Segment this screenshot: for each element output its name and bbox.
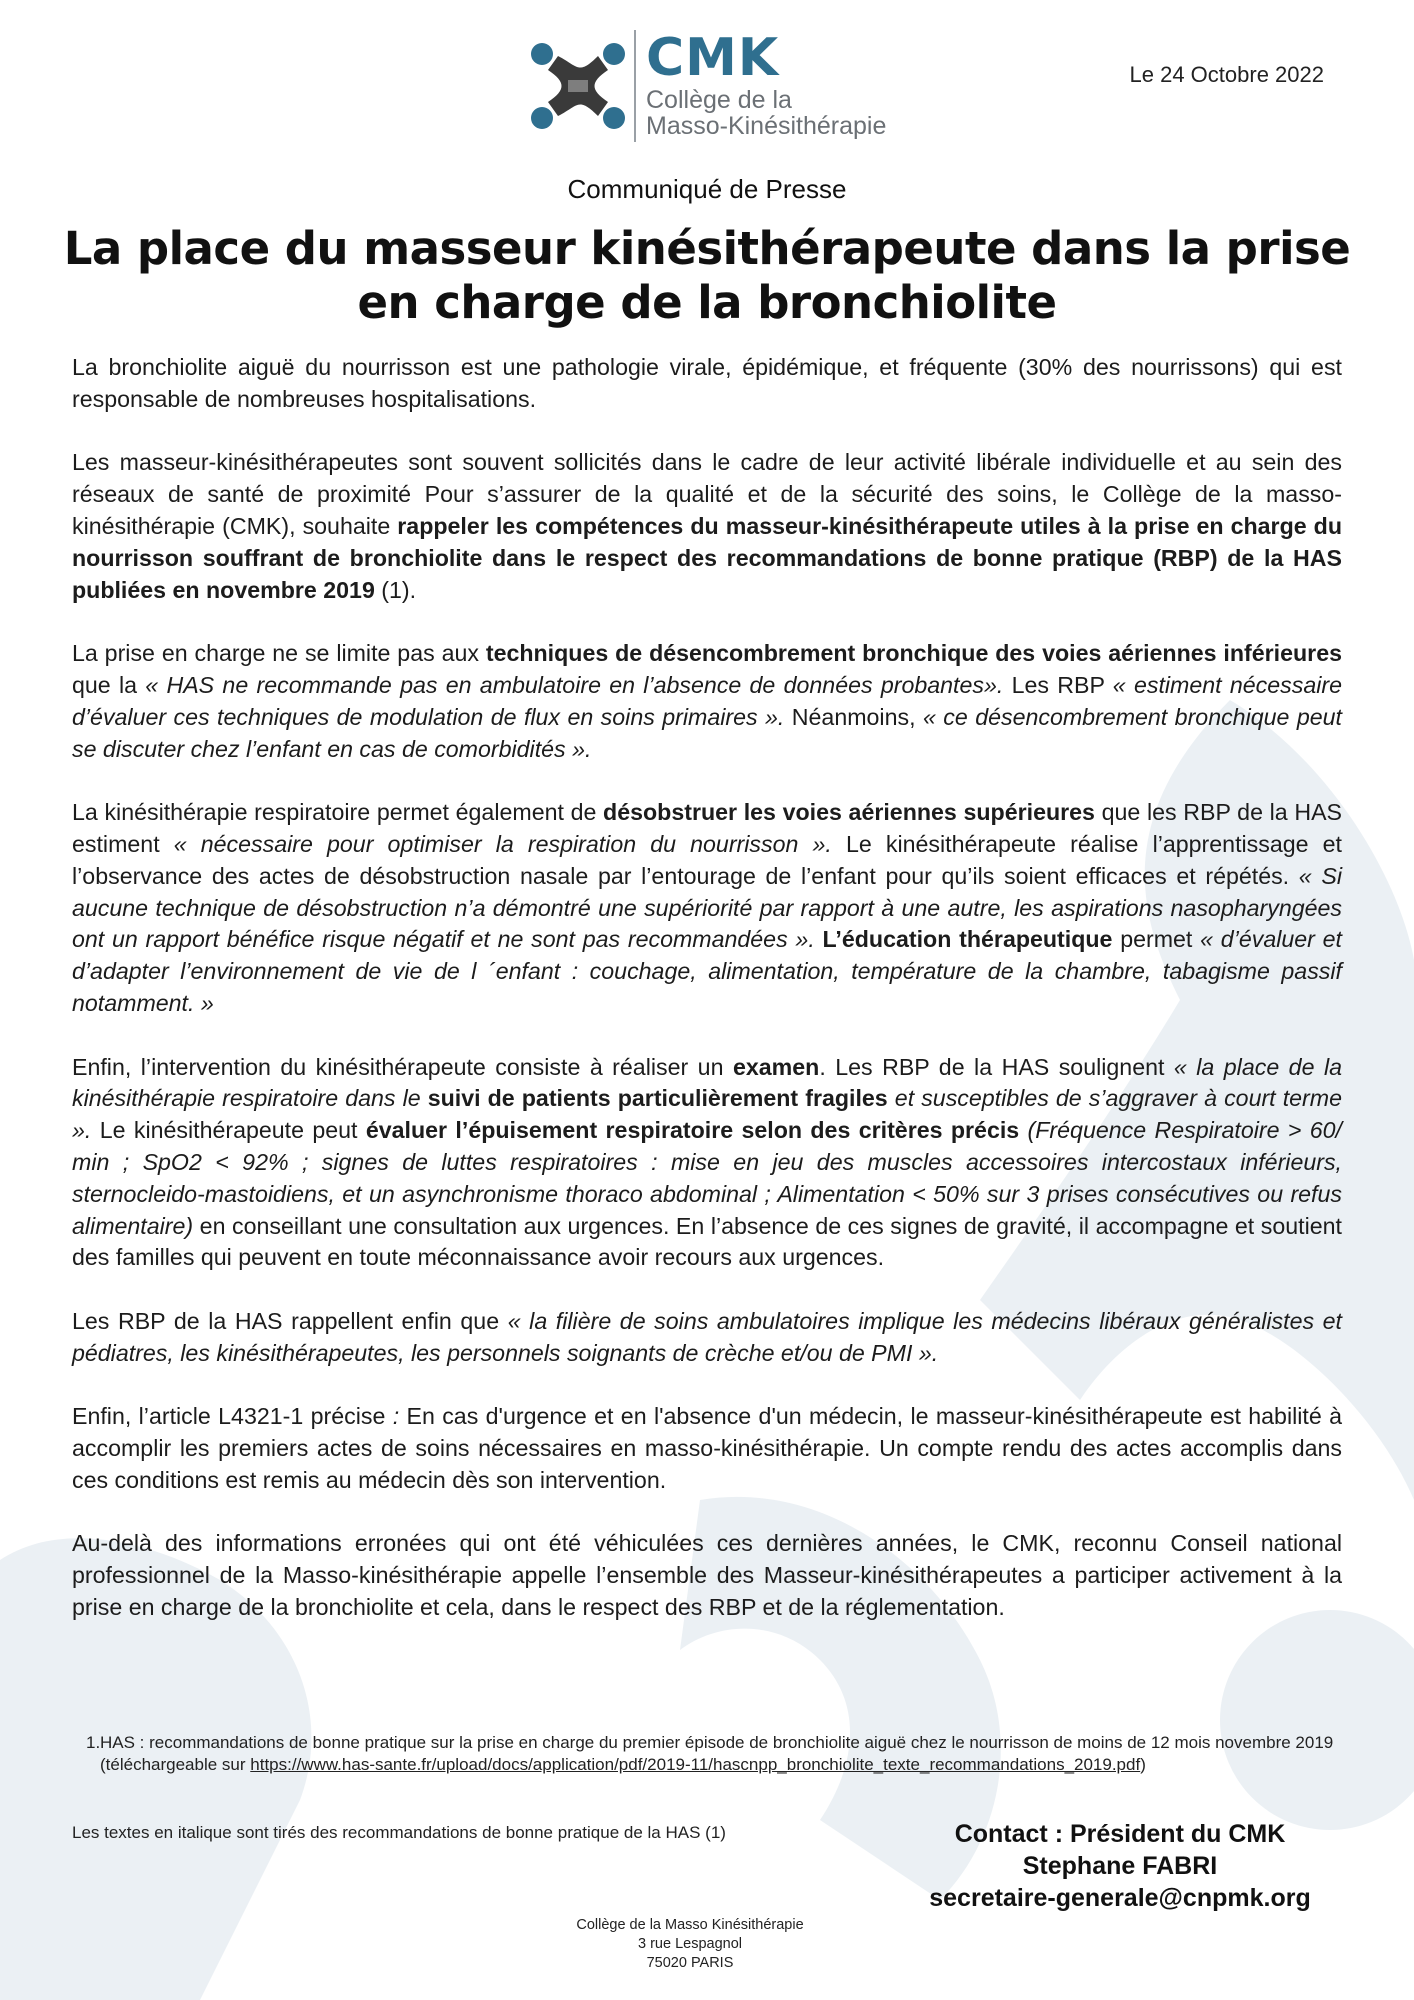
italic-run: :	[392, 1403, 400, 1430]
contact-title: Contact : Président du CMK	[954, 1820, 1286, 1848]
paragraph-2	[72, 447, 1342, 606]
contact-block	[900, 1818, 1340, 1914]
paragraph-7	[72, 1401, 1342, 1496]
text-run: en conseillant une consultation aux urgences. En l’absence de ces signes de gravité, il accompagne et soutient des familles qui peuvent en toute méconnaissance avoir recours aux urgences.	[72, 1212, 1342, 1271]
text-run: En cas d'urgence et en l'absence d'un médecin, le masseur-kinésithérapeute est habilité à accomplir les premiers actes de soins nécessaires en masso-kinésithérapie. Un compte rendu des actes accomplis dans ces conditions est remis au médecin dès son intervention.	[72, 1403, 1342, 1493]
footnote-body: HAS : recommandations de bonne pratique sur la prise en charge du premier épisode de bronchiolite aiguë chez le nourrisson de moins de 12 mois novembre 2019 (téléchargeable sur	[100, 1733, 1334, 1774]
bold-run: examen	[732, 1053, 820, 1080]
bold-run: suivi de patients particulièrement fragiles	[427, 1085, 888, 1112]
logo-subtitle-line1: Collège de la	[646, 86, 792, 114]
bold-run: évaluer l’épuisement respiratoire selon des critères précis	[365, 1117, 1020, 1144]
cmk-logo-mark-icon	[528, 36, 628, 136]
italic-quote: « la filière de soins ambulatoires implique les médecins libéraux généralistes et pédiatres, les kinésithérapeutes, les personnels soignants de crèche et/ou de PMI ».	[72, 1307, 1342, 1366]
contact-name: Stephane FABRI	[1022, 1852, 1218, 1880]
paragraph-1: La bronchiolite aiguë du nourrisson est une pathologie virale, épidémique, et fréquente (30% des nourrissons) qui est responsable de nombreuses hospitalisations.	[72, 354, 1342, 412]
italic-quote: (Fréquence Respiratoire > 60/ min ; SpO2 < 92% ; signes de luttes respiratoires : mise en jeu des muscles accessoires intercostaux inférieurs, sternocleido-mastoidiens, et un asynchronisme thoraco abdominal ; Alimentation < 50% sur 3 prises consécutives ou refus alimentaire)	[72, 1117, 1342, 1239]
address-line2: 3 rue Lespagnol	[638, 1936, 742, 1952]
paragraph-3	[72, 638, 1342, 765]
paragraph-4	[72, 797, 1342, 1020]
footnote	[86, 1732, 1336, 1775]
address-line3: 75020 PARIS	[646, 1955, 734, 1971]
italic-quote: « ce désencombrement bronchique peut se discuter chez l’enfant en cas de comorbidités ».	[72, 703, 1342, 762]
bold-run: désobstruer les voies aériennes supérieures	[603, 799, 1095, 826]
bold-run: rappeler les compétences du masseur-kinésithérapeute utiles à la prise en charge du nourrisson souffrant de bronchiolite dans le respect des recommandations de bonne pratique (RBP) de la HAS publiées en novembre 2019	[72, 512, 1343, 603]
footnote-link[interactable]: https://www.has-sante.fr/upload/docs/application/pdf/2019-11/hascnpp_bronchiolite_texte_recommandations_2019.pdf	[250, 1754, 1141, 1774]
address-line1: Collège de la Masso Kinésithérapie	[576, 1917, 804, 1933]
document-kicker: Communiqué de Presse	[567, 174, 847, 204]
italic-quote: « d’évaluer et d’adapter l’environnement de vie de l ´enfant : couchage, alimentation, température de la chambre, tabagisme passif notamment. »	[72, 926, 1342, 1016]
paragraph-8: Au-delà des informations erronées qui ont été véhiculées ces dernières années, le CMK, reconnu Conseil national professionnel de la Masso-kinésithérapie appelle l’ensemble des Masseur-kinésithérapeutes a participer activement à la prise en charge de la bronchiolite et cela, dans le respect des RBP et de la réglementation.	[72, 1530, 1342, 1621]
footnote-close: )	[1140, 1754, 1146, 1774]
italic-quote: « estiment nécessaire d’évaluer ces techniques de modulation de flux en soins primaires ».	[72, 671, 1343, 730]
italic-quote: « la place de la kinésithérapie respiratoire dans le	[72, 1053, 1342, 1112]
bold-run: techniques de désencombrement bronchique des voies aériennes inférieures	[485, 640, 1342, 667]
logo-divider	[634, 30, 636, 142]
text-run: . Les RBP de la HAS soulignent	[819, 1053, 1174, 1080]
text-run: Les masseur-kinésithérapeutes sont souvent sollicités dans le cadre de leur activité libérale individuelle et au sein des réseaux de santé de proximité Pour s’assurer de la qualité et de la sécurité des soins, le Collège de la masso-kinésithérapie (CMK), souhaite	[72, 449, 1342, 539]
text-run: Enfin, l’intervention du kinésithérapeute consiste à réaliser un	[72, 1053, 733, 1080]
document-title: La place du masseur kinésithérapeute dans la prise en charge de la bronchiolite	[63, 222, 1351, 329]
text-run: La prise en charge ne se limite pas aux	[72, 640, 486, 667]
footnote-number: 1.	[86, 1733, 101, 1752]
cmk-logo	[528, 26, 888, 146]
paragraph-5	[72, 1052, 1342, 1275]
document-date: Le 24 Octobre 2022	[1129, 62, 1324, 87]
text-run: Les RBP	[1003, 671, 1113, 698]
text-run: que la	[72, 671, 146, 698]
text-run: Le kinésithérapeute peut	[91, 1117, 366, 1144]
text-run: permet	[1112, 926, 1201, 953]
contact-email[interactable]: secretaire-generale@cnpmk.org	[929, 1884, 1311, 1912]
text-run: Le kinésithérapeute réalise l’apprentissage et l’observance des actes de désobstruction nasale par l’entourage de l’enfant pour qu’ils soient efficaces et répétés.	[72, 830, 1342, 889]
postal-address	[560, 1916, 820, 1973]
text-run: Néanmoins,	[784, 703, 923, 730]
footnote-text	[100, 1732, 1336, 1775]
bold-run: L’éducation thérapeutique	[822, 926, 1113, 953]
italic-source-note: Les textes en italique sont tirés des recommandations de bonne pratique de la HAS (1)	[72, 1823, 726, 1842]
logo-subtitle-line2: Masso-Kinésithérapie	[646, 112, 887, 140]
text-run: que les RBP de la HAS estiment	[72, 799, 1342, 857]
paragraph-6	[72, 1306, 1342, 1370]
italic-quote: « nécessaire pour optimiser la respiration du nourrisson ».	[173, 830, 832, 857]
text-run: (1).	[374, 576, 417, 603]
italic-quote: et susceptibles de s’aggraver à court terme ».	[72, 1085, 1342, 1144]
text-run: La kinésithérapie respiratoire permet également de	[72, 799, 604, 826]
italic-quote: « HAS ne recommande pas en ambulatoire en l’absence de données probantes».	[145, 671, 1004, 698]
logo-wordmark: CMK	[646, 28, 780, 88]
text-run: Enfin, l’article L4321-1 précise	[72, 1403, 393, 1430]
text-run	[815, 926, 823, 952]
document-body	[72, 352, 1342, 1656]
text-run: Les RBP de la HAS rappellent enfin que	[72, 1307, 508, 1334]
italic-quote: « Si aucune technique de désobstruction n’a démontré une supériorité par rapport à une autre, les aspirations nasopharyngées ont un rapport bénéfice risque négatif et ne sont pas recommandées ».	[72, 862, 1342, 953]
